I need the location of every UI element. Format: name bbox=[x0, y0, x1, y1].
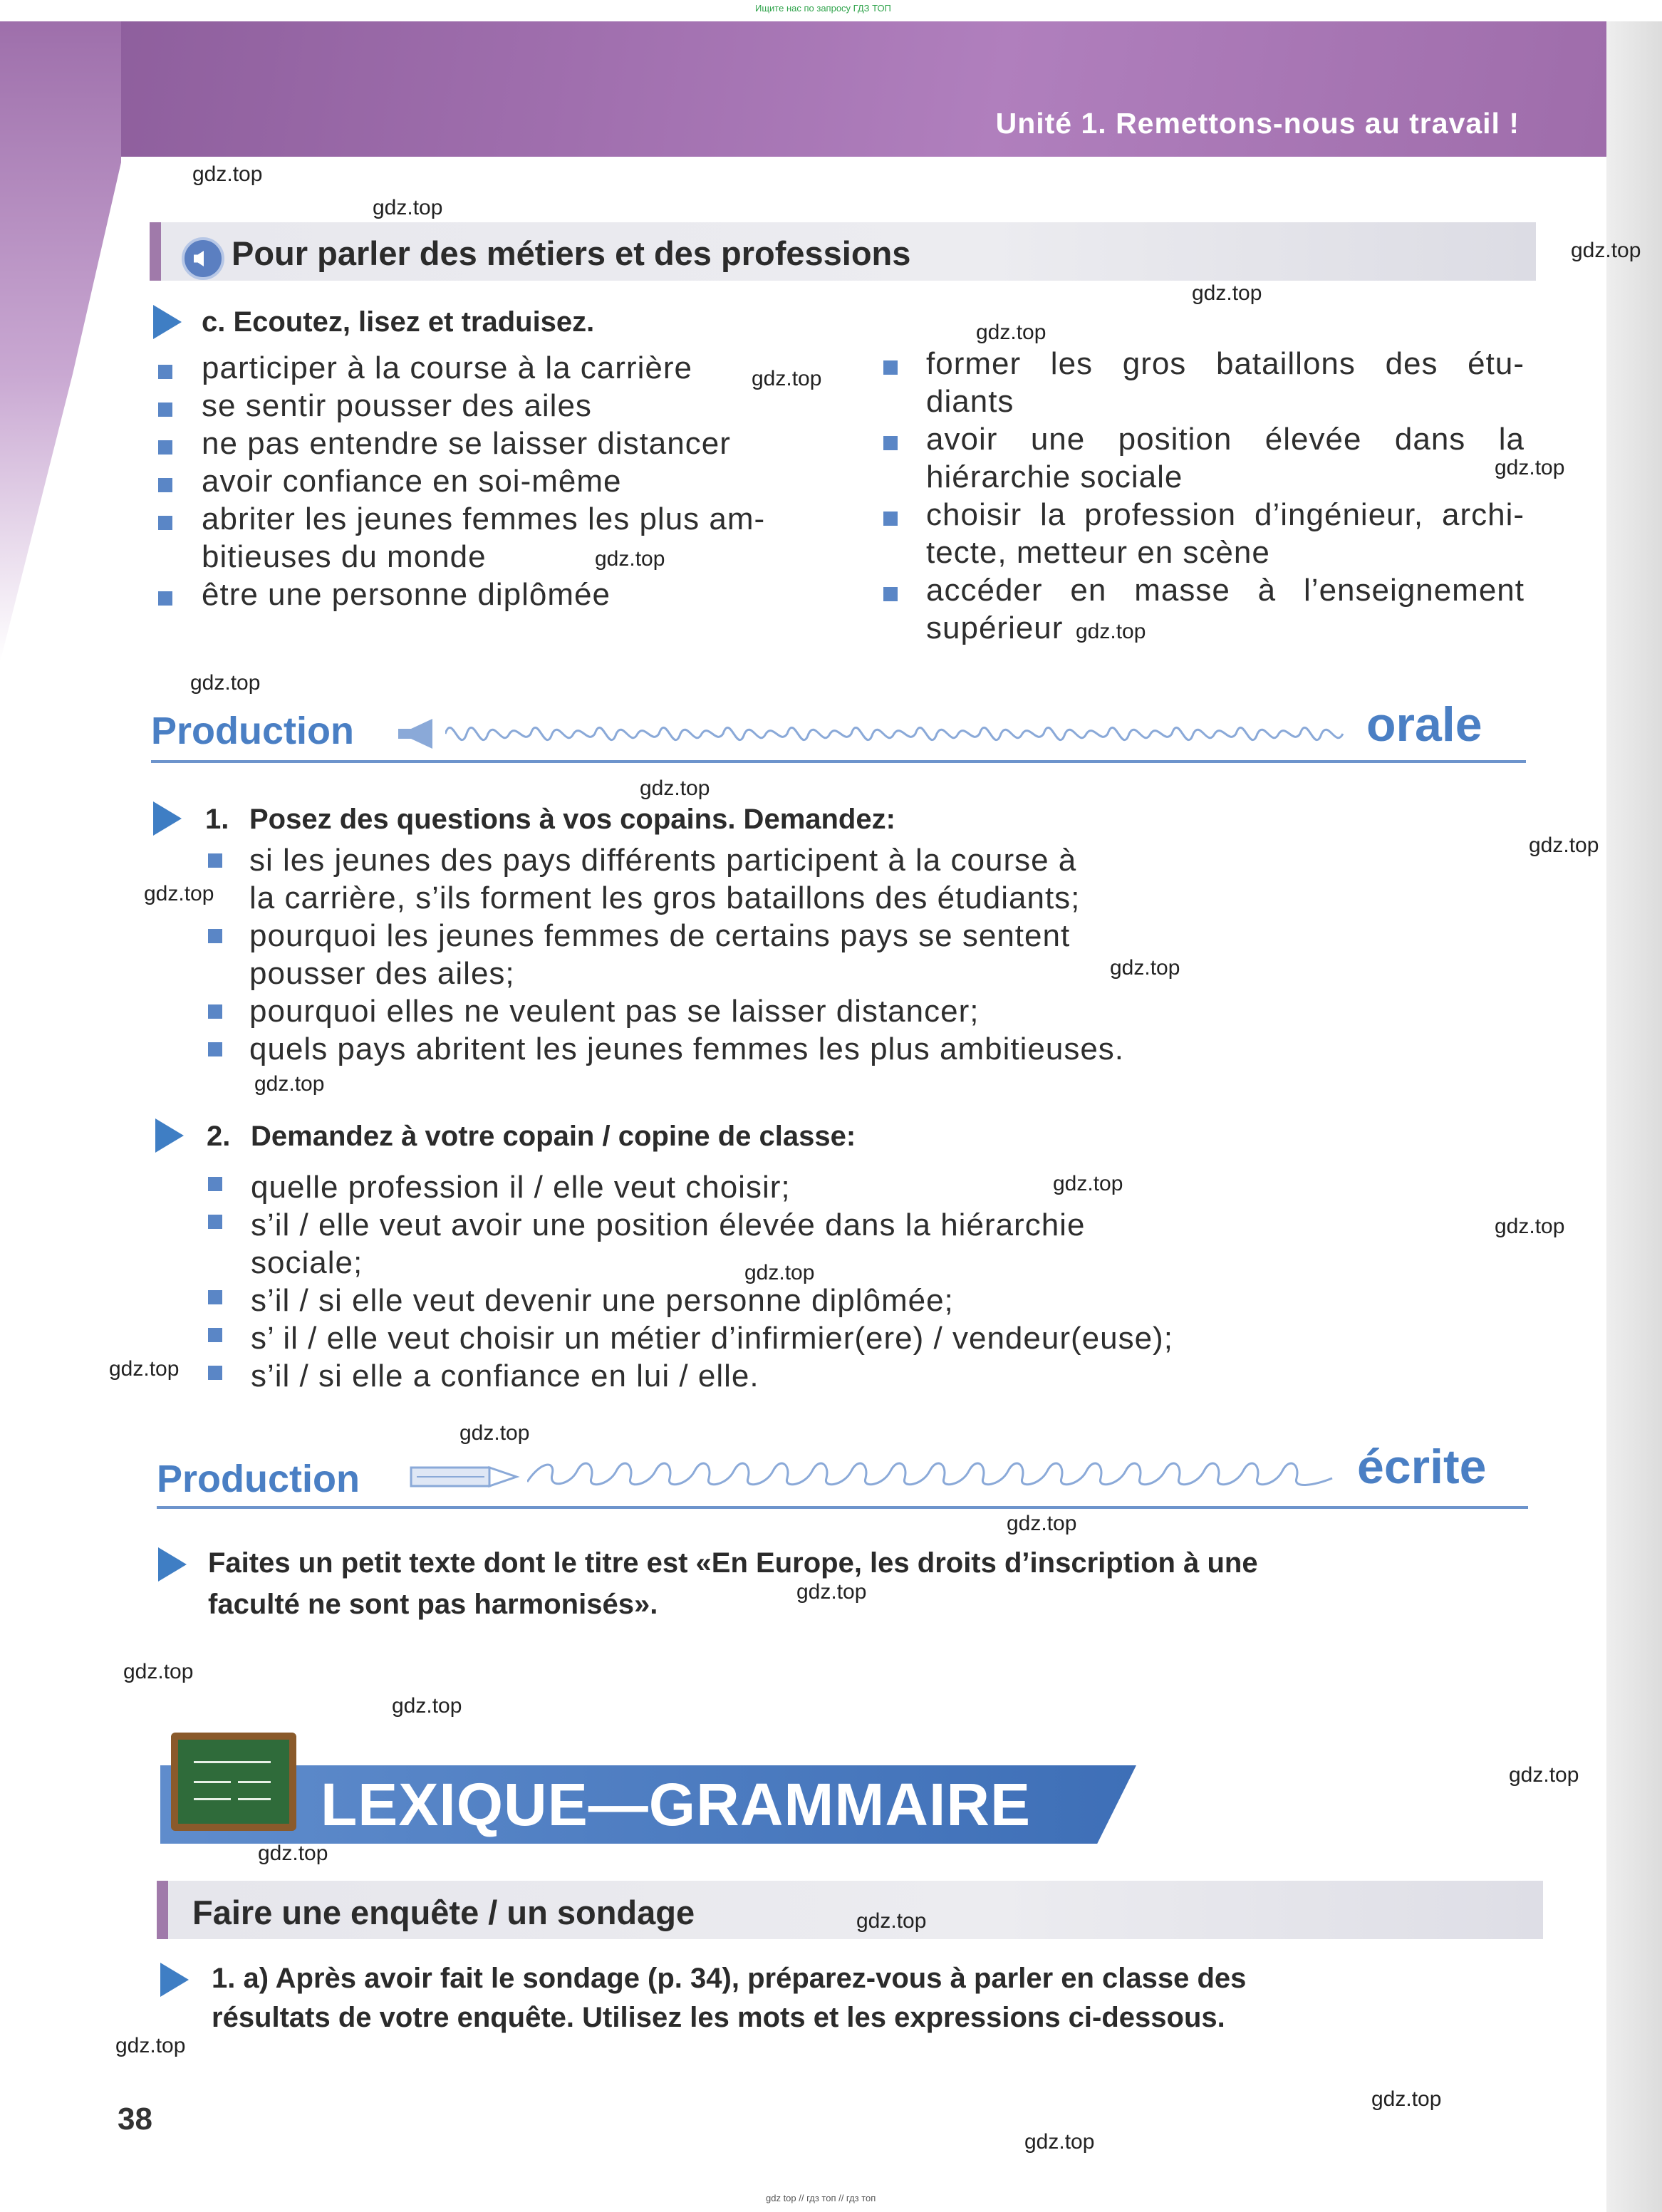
list-item: pourquoi elles ne veulent pas se laisser distancer; bbox=[249, 994, 980, 1029]
arrow-icon bbox=[153, 305, 182, 339]
watermark: gdz.top bbox=[1509, 1763, 1579, 1787]
production-label: Production bbox=[151, 710, 354, 752]
watermark: gdz.top bbox=[976, 321, 1046, 344]
ecrite-label: écrite bbox=[1357, 1440, 1487, 1494]
watermark: gdz.top bbox=[1529, 834, 1599, 857]
watermark: gdz.top bbox=[1371, 2087, 1442, 2111]
lexique-title: LEXIQUE—GRAMMAIRE bbox=[321, 1771, 1032, 1838]
bullet-icon bbox=[208, 1004, 222, 1019]
section-title: Pour parler des métiers et des professions bbox=[232, 234, 911, 272]
bullet-icon bbox=[208, 853, 222, 868]
megaphone-icon bbox=[395, 716, 438, 752]
bullet-icon bbox=[208, 1328, 222, 1342]
watermark: gdz.top bbox=[192, 162, 263, 186]
list-item-continued: supérieur bbox=[926, 611, 1064, 645]
watermark: gdz.top bbox=[123, 1660, 194, 1683]
bullet-icon bbox=[158, 591, 172, 606]
watermark: gdz.top bbox=[115, 2034, 186, 2057]
list-item: avoir confiance en soi-même bbox=[202, 464, 622, 499]
bullet-icon bbox=[883, 512, 898, 526]
bullet-icon bbox=[208, 1042, 222, 1056]
exercise-instruction: 1. a) Après avoir fait le sondage (p. 34), préparez-vous à parler en classe des bbox=[212, 1963, 1247, 1994]
list-item: si les jeunes des pays différents participent à la course à bbox=[249, 843, 1077, 878]
watermark: gdz.top bbox=[744, 1261, 815, 1284]
watermark: gdz.top bbox=[144, 882, 214, 905]
bottom-notice: gdz top // гдз топ // гдз топ bbox=[766, 2193, 876, 2203]
list-item: quelle profession il / elle veut choisir; bbox=[251, 1170, 791, 1205]
exercise-instruction: Demandez à votre copain / copine de classe: bbox=[251, 1121, 856, 1152]
watermark: gdz.top bbox=[190, 671, 261, 695]
watermark: gdz.top bbox=[796, 1580, 867, 1604]
bullet-icon bbox=[883, 587, 898, 601]
bullet-icon bbox=[208, 929, 222, 943]
list-item: choisir la profession d’ingénieur, archi- bbox=[926, 497, 1525, 532]
exercise-instruction-continued: résultats de votre enquête. Utilisez les mots et les expressions ci-dessous. bbox=[212, 2002, 1225, 2033]
list-item-continued: tecte, metteur en scène bbox=[926, 535, 1270, 570]
watermark: gdz.top bbox=[595, 547, 665, 571]
list-item-continued: hiérarchie sociale bbox=[926, 459, 1183, 494]
watermark: gdz.top bbox=[1053, 1172, 1123, 1195]
list-item: être une personne diplômée bbox=[202, 577, 611, 612]
list-item: s’il / elle veut avoir une position élevée dans la hiérarchie bbox=[251, 1208, 1086, 1242]
list-item: former les gros bataillons des étu- bbox=[926, 346, 1525, 381]
decorative-wave bbox=[445, 712, 1357, 755]
watermark: gdz.top bbox=[254, 1072, 325, 1096]
watermark: gdz.top bbox=[1024, 2130, 1095, 2154]
watermark: gdz.top bbox=[1571, 239, 1641, 262]
speaker-icon[interactable] bbox=[182, 237, 224, 280]
list-item: avoir une position élevée dans la bbox=[926, 422, 1525, 457]
exercise-instruction: Posez des questions à vos copains. Demandez: bbox=[249, 804, 895, 835]
instruction: c. Ecoutez, lisez et traduisez. bbox=[202, 306, 595, 338]
list-item-continued: pousser des ailes; bbox=[249, 956, 515, 991]
bullet-icon bbox=[158, 365, 172, 379]
arrow-icon bbox=[160, 1963, 189, 1997]
list-item: abriter les jeunes femmes les plus am- bbox=[202, 502, 766, 536]
bullet-icon bbox=[883, 436, 898, 450]
watermark: gdz.top bbox=[856, 1909, 927, 1933]
top-notice: Ищите нас по запросу ГДЗ ТОП bbox=[755, 3, 891, 14]
arrow-icon bbox=[153, 801, 182, 836]
list-item: quels pays abritent les jeunes femmes les plus ambitieuses. bbox=[249, 1032, 1125, 1066]
page-number: 38 bbox=[118, 2102, 152, 2136]
bullet-icon bbox=[158, 403, 172, 417]
chalkboard-icon bbox=[171, 1733, 296, 1831]
list-item-continued: la carrière, s’ils forment les gros bataillons des étudiants; bbox=[249, 881, 1081, 915]
pencil-icon bbox=[410, 1460, 524, 1493]
bullet-icon bbox=[158, 478, 172, 492]
watermark: gdz.top bbox=[752, 367, 822, 390]
list-item: accéder en masse à l’enseignement bbox=[926, 573, 1525, 608]
orale-label: orale bbox=[1366, 697, 1482, 752]
bullet-icon bbox=[208, 1366, 222, 1380]
decorative-wedge bbox=[0, 21, 121, 663]
writing-instruction-continued: faculté ne sont pas harmonisés». bbox=[208, 1589, 658, 1620]
list-item: s’il / si elle veut devenir une personne diplômée; bbox=[251, 1283, 954, 1318]
exercise-number: 2. bbox=[207, 1121, 231, 1152]
watermark: gdz.top bbox=[1110, 956, 1180, 980]
divider-line bbox=[151, 760, 1526, 763]
watermark: gdz.top bbox=[109, 1357, 180, 1381]
list-item: pourquoi les jeunes femmes de certains pays se sentent bbox=[249, 918, 1071, 953]
watermark: gdz.top bbox=[373, 196, 443, 219]
watermark: gdz.top bbox=[640, 777, 710, 800]
production-label: Production bbox=[157, 1458, 360, 1500]
bullet-icon bbox=[208, 1215, 222, 1229]
divider-line bbox=[157, 1506, 1528, 1509]
exercise-number: 1. bbox=[205, 804, 229, 835]
watermark: gdz.top bbox=[459, 1421, 530, 1445]
unit-title: Unité 1. Remettons-nous au travail ! bbox=[995, 107, 1520, 140]
list-item-continued: bitieuses du monde bbox=[202, 539, 487, 574]
list-item: s’il / si elle a confiance en lui / elle. bbox=[251, 1359, 759, 1393]
list-item: s’ il / elle veut choisir un métier d’infirmier(ere) / vendeur(euse); bbox=[251, 1321, 1173, 1356]
arrow-icon bbox=[158, 1547, 187, 1582]
watermark: gdz.top bbox=[1495, 1215, 1565, 1238]
bullet-icon bbox=[208, 1177, 222, 1191]
watermark: gdz.top bbox=[1007, 1512, 1077, 1535]
section-title: Faire une enquête / un sondage bbox=[192, 1894, 695, 1931]
list-item-continued: diants bbox=[926, 384, 1014, 419]
list-item-continued: sociale; bbox=[251, 1245, 363, 1280]
watermark: gdz.top bbox=[1076, 620, 1146, 643]
list-item: participer à la course à la carrière bbox=[202, 351, 692, 385]
watermark: gdz.top bbox=[1495, 456, 1565, 479]
decorative-handwriting bbox=[527, 1453, 1339, 1496]
watermark: gdz.top bbox=[1192, 281, 1262, 305]
bullet-icon bbox=[158, 440, 172, 455]
watermark: gdz.top bbox=[392, 1694, 462, 1718]
bullet-icon bbox=[883, 360, 898, 375]
bullet-icon bbox=[158, 516, 172, 530]
writing-instruction: Faites un petit texte dont le titre est «En Europe, les droits d’inscription à une bbox=[208, 1547, 1258, 1579]
page-edge bbox=[1606, 21, 1662, 2212]
bullet-icon bbox=[208, 1290, 222, 1304]
arrow-icon bbox=[155, 1118, 184, 1153]
watermark: gdz.top bbox=[258, 1842, 328, 1865]
list-item: se sentir pousser des ailes bbox=[202, 388, 592, 423]
list-item: ne pas entendre se laisser distancer bbox=[202, 426, 731, 461]
